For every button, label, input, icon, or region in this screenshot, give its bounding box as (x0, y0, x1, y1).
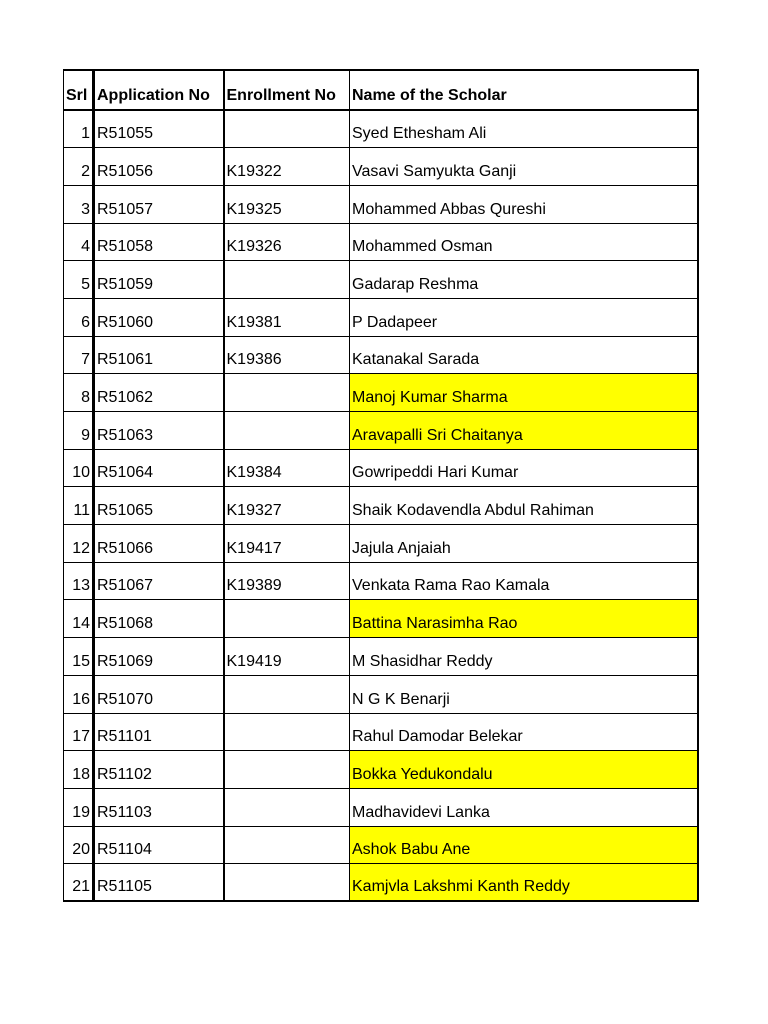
table-row (64, 713, 698, 751)
srl-cell: 2 (64, 148, 94, 186)
header-enrollment-no: Enrollment No (224, 70, 350, 110)
table-row (64, 449, 698, 487)
scholar-name-cell: Shaik Kodavendla Abdul Rahiman (350, 487, 698, 525)
enrollment-no-cell: K19384 (224, 449, 350, 487)
application-no-cell: R51056 (94, 148, 224, 186)
scholar-name-cell: Venkata Rama Rao Kamala (350, 562, 698, 600)
scholar-name-cell: Katanakal Sarada (350, 336, 698, 374)
enrollment-no-cell (224, 713, 350, 751)
enrollment-no-cell (224, 864, 350, 902)
scholar-name-cell: Ashok Babu Ane (350, 826, 698, 864)
srl-cell: 5 (64, 261, 94, 299)
srl-cell: 8 (64, 374, 94, 412)
application-no-cell: R51104 (94, 826, 224, 864)
table-row (64, 826, 698, 864)
application-no-cell: R51059 (94, 261, 224, 299)
header-srl: Srl (64, 70, 94, 110)
srl-cell: 19 (64, 788, 94, 826)
enrollment-no-cell: K19326 (224, 223, 350, 261)
enrollment-no-cell: K19325 (224, 185, 350, 223)
table-row (64, 298, 698, 336)
table-row (64, 638, 698, 676)
enrollment-no-cell: K19419 (224, 638, 350, 676)
table-row (64, 185, 698, 223)
scholar-table (63, 69, 699, 902)
srl-cell: 11 (64, 487, 94, 525)
table-header (64, 70, 698, 110)
scholar-name-cell: Gowripeddi Hari Kumar (350, 449, 698, 487)
application-no-cell: R51055 (94, 110, 224, 148)
srl-cell: 4 (64, 223, 94, 261)
application-no-cell: R51069 (94, 638, 224, 676)
srl-cell: 1 (64, 110, 94, 148)
application-no-cell: R51102 (94, 751, 224, 789)
scholar-name-cell: Manoj Kumar Sharma (350, 374, 698, 412)
table-row (64, 412, 698, 450)
enrollment-no-cell (224, 110, 350, 148)
enrollment-no-cell (224, 826, 350, 864)
application-no-cell: R51065 (94, 487, 224, 525)
application-no-cell: R51061 (94, 336, 224, 374)
table-row (64, 675, 698, 713)
table-row (64, 336, 698, 374)
application-no-cell: R51068 (94, 600, 224, 638)
srl-cell: 14 (64, 600, 94, 638)
srl-cell: 15 (64, 638, 94, 676)
application-no-cell: R51060 (94, 298, 224, 336)
scholar-name-cell: Syed Ethesham Ali (350, 110, 698, 148)
srl-cell: 6 (64, 298, 94, 336)
enrollment-no-cell: K19417 (224, 525, 350, 563)
header-name: Name of the Scholar (350, 70, 698, 110)
enrollment-no-cell: K19322 (224, 148, 350, 186)
table-row (64, 110, 698, 148)
table-row (64, 600, 698, 638)
table-row (64, 261, 698, 299)
enrollment-no-cell: K19381 (224, 298, 350, 336)
application-no-cell: R51070 (94, 675, 224, 713)
scholar-name-cell: M Shasidhar Reddy (350, 638, 698, 676)
table-row (64, 525, 698, 563)
srl-cell: 17 (64, 713, 94, 751)
application-no-cell: R51062 (94, 374, 224, 412)
enrollment-no-cell (224, 374, 350, 412)
srl-cell: 16 (64, 675, 94, 713)
srl-cell: 21 (64, 864, 94, 902)
header-row (64, 70, 698, 110)
srl-cell: 10 (64, 449, 94, 487)
scholar-name-cell: Vasavi Samyukta Ganji (350, 148, 698, 186)
table-row (64, 374, 698, 412)
scholar-name-cell: Mohammed Osman (350, 223, 698, 261)
enrollment-no-cell (224, 600, 350, 638)
enrollment-no-cell: K19389 (224, 562, 350, 600)
header-application-no: Application No (94, 70, 224, 110)
scholar-name-cell: Jajula Anjaiah (350, 525, 698, 563)
table-row (64, 751, 698, 789)
enrollment-no-cell (224, 412, 350, 450)
scholar-name-cell: Bokka Yedukondalu (350, 751, 698, 789)
srl-cell: 7 (64, 336, 94, 374)
scholar-name-cell: Aravapalli Sri Chaitanya (350, 412, 698, 450)
application-no-cell: R51066 (94, 525, 224, 563)
application-no-cell: R51057 (94, 185, 224, 223)
enrollment-no-cell: K19327 (224, 487, 350, 525)
application-no-cell: R51101 (94, 713, 224, 751)
srl-cell: 18 (64, 751, 94, 789)
enrollment-no-cell (224, 751, 350, 789)
table-row (64, 864, 698, 902)
enrollment-no-cell (224, 675, 350, 713)
table-row (64, 148, 698, 186)
scholar-name-cell: Madhavidevi Lanka (350, 788, 698, 826)
table-row (64, 223, 698, 261)
enrollment-no-cell (224, 261, 350, 299)
scholar-name-cell: Gadarap Reshma (350, 261, 698, 299)
application-no-cell: R51103 (94, 788, 224, 826)
enrollment-no-cell: K19386 (224, 336, 350, 374)
srl-cell: 20 (64, 826, 94, 864)
scholar-name-cell: Kamjvla Lakshmi Kanth Reddy (350, 864, 698, 902)
application-no-cell: R51064 (94, 449, 224, 487)
srl-cell: 12 (64, 525, 94, 563)
srl-cell: 9 (64, 412, 94, 450)
table-row (64, 562, 698, 600)
application-no-cell: R51105 (94, 864, 224, 902)
scholar-name-cell: N G K Benarji (350, 675, 698, 713)
table-body (64, 110, 698, 901)
table-row (64, 487, 698, 525)
enrollment-no-cell (224, 788, 350, 826)
application-no-cell: R51067 (94, 562, 224, 600)
scholar-name-cell: Battina Narasimha Rao (350, 600, 698, 638)
application-no-cell: R51058 (94, 223, 224, 261)
application-no-cell: R51063 (94, 412, 224, 450)
table-row (64, 788, 698, 826)
scholar-name-cell: P Dadapeer (350, 298, 698, 336)
scholar-name-cell: Mohammed Abbas Qureshi (350, 185, 698, 223)
srl-cell: 3 (64, 185, 94, 223)
srl-cell: 13 (64, 562, 94, 600)
scholar-name-cell: Rahul Damodar Belekar (350, 713, 698, 751)
